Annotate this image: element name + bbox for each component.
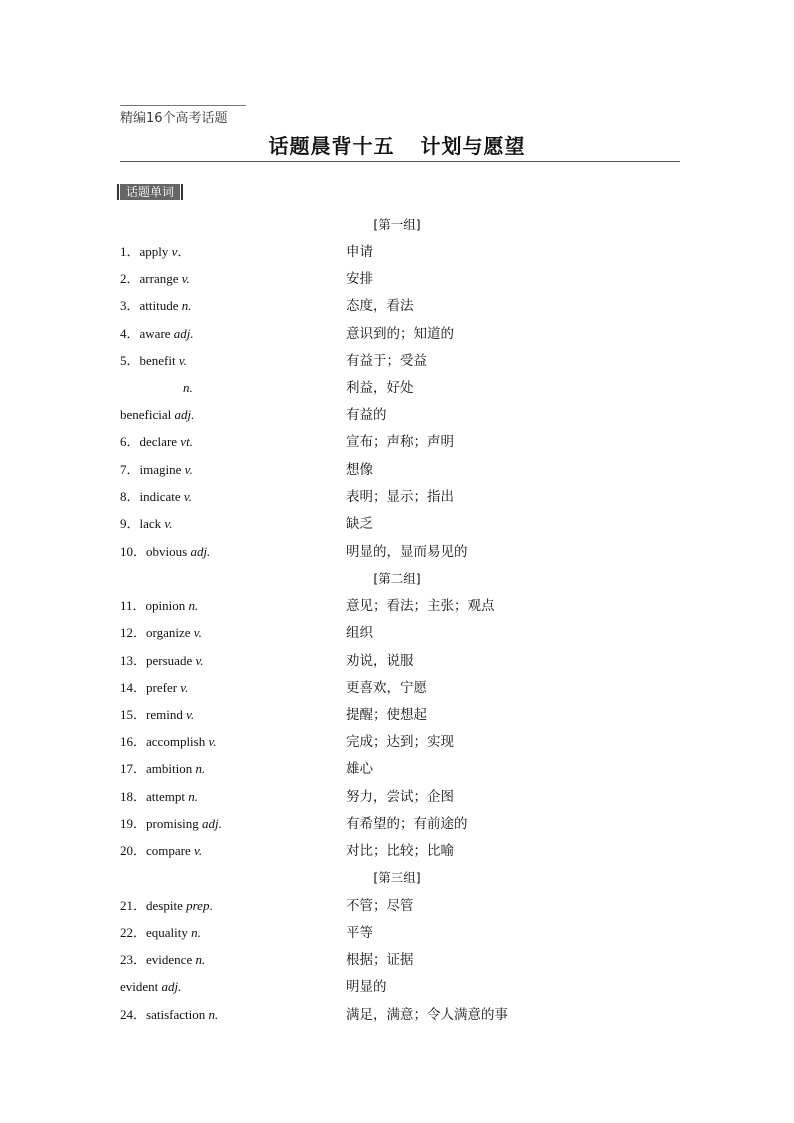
group-header-1: [第一组] — [373, 217, 421, 232]
part-of-speech: adj. — [173, 326, 194, 341]
part-of-speech: vt. — [180, 434, 193, 449]
english-term — [120, 242, 190, 262]
part-of-speech: n. — [195, 952, 206, 967]
english-term — [120, 923, 201, 943]
entry-number: 23． — [120, 952, 147, 967]
part-of-speech: v. — [181, 271, 190, 286]
entry-word: evident — [120, 979, 162, 994]
vocab-entry — [120, 324, 680, 344]
english-term — [120, 896, 213, 916]
entry-word: lack — [139, 516, 165, 531]
chinese-meaning: 更喜欢，宁愿 — [346, 680, 427, 696]
entry-number: 7． — [120, 462, 140, 477]
chinese-meaning: 对比；比较；比喻 — [346, 843, 454, 859]
part-of-speech: prep — [186, 898, 210, 913]
entry-word: compare — [146, 843, 195, 858]
vocab-entry — [120, 705, 680, 725]
english-term — [120, 841, 202, 861]
chinese-meaning: 想像 — [346, 462, 373, 478]
vocab-entry — [120, 432, 680, 452]
english-term — [120, 977, 181, 997]
section-badge: 话题单词 — [120, 184, 180, 200]
part-of-speech: v. — [195, 653, 204, 668]
english-term — [120, 542, 210, 562]
english-term — [120, 787, 198, 807]
part-of-speech: v. — [208, 734, 217, 749]
chinese-meaning: 有益的 — [346, 407, 387, 423]
entry-word: benefit — [139, 353, 179, 368]
vocab-entry — [120, 841, 680, 861]
topic-collection-tag: 精编16个高考话题 — [120, 105, 246, 126]
english-term — [120, 759, 205, 779]
entry-word: declare — [139, 434, 181, 449]
vocab-entry — [120, 923, 680, 943]
part-of-speech: n. — [195, 761, 206, 776]
english-term — [120, 651, 204, 671]
entry-number: 14． — [120, 680, 147, 695]
entry-number: 10． — [120, 544, 147, 559]
chinese-meaning: 宣布；声称；声明 — [346, 434, 454, 450]
vocab-entry — [120, 487, 680, 507]
entry-punctuation: . — [209, 898, 213, 913]
entry-word: attitude — [139, 298, 182, 313]
chinese-meaning: 明显的，显而易见的 — [346, 544, 468, 560]
vocab-entry — [120, 1005, 680, 1025]
chinese-meaning: 平等 — [346, 925, 373, 941]
title-part-1: 话题晨背十五 — [268, 134, 395, 158]
vocab-entry — [120, 732, 680, 752]
part-of-speech: v. — [186, 707, 195, 722]
english-term — [120, 269, 190, 289]
part-of-speech: v. — [194, 843, 203, 858]
entry-number: 13． — [120, 653, 147, 668]
chinese-meaning: 劝说，说服 — [346, 653, 414, 669]
group-header-2: [第二组] — [373, 571, 421, 586]
english-term — [183, 378, 193, 398]
part-of-speech: v. — [184, 462, 193, 477]
vocab-entry — [120, 542, 680, 562]
vocab-entry — [120, 378, 680, 398]
part-of-speech: adj. — [190, 544, 211, 559]
part-of-speech: v. — [183, 489, 192, 504]
vocab-entry — [120, 759, 680, 779]
entry-word: arrange — [139, 271, 182, 286]
group-header-3: [第三组] — [373, 870, 421, 885]
entry-number: 21． — [120, 898, 147, 913]
entry-word: beneficial — [120, 407, 175, 422]
part-of-speech: n. — [188, 598, 199, 613]
english-term — [120, 324, 194, 344]
entry-number: 19． — [120, 816, 147, 831]
entry-word: imagine — [139, 462, 185, 477]
chinese-meaning: 表明；显示；指出 — [346, 489, 454, 505]
entry-word: aware — [139, 326, 174, 341]
entry-word: apply — [139, 244, 172, 259]
entry-number: 2． — [120, 271, 140, 286]
chinese-meaning: 申请 — [346, 244, 373, 260]
english-term — [120, 623, 202, 643]
entry-word: equality — [146, 925, 192, 940]
english-term — [120, 405, 194, 425]
english-term — [120, 487, 192, 507]
entry-word: persuade — [146, 653, 196, 668]
part-of-speech: v — [171, 244, 178, 259]
english-term — [120, 296, 192, 316]
chinese-meaning: 缺乏 — [346, 516, 373, 532]
entry-number: 3． — [120, 298, 140, 313]
entry-number: 22． — [120, 925, 147, 940]
entry-number: 4． — [120, 326, 140, 341]
chinese-meaning: 提醒；使想起 — [346, 707, 427, 723]
english-term — [120, 732, 217, 752]
vocab-entry — [120, 814, 680, 834]
chinese-meaning: 有希望的；有前途的 — [346, 816, 468, 832]
entry-number: 5． — [120, 353, 140, 368]
vocab-entry — [120, 405, 680, 425]
vocab-entry — [120, 651, 680, 671]
entry-word: despite — [146, 898, 187, 913]
entry-number: 12． — [120, 625, 147, 640]
entry-word: accomplish — [146, 734, 209, 749]
chinese-meaning: 有益于；受益 — [346, 353, 427, 369]
entry-word: evidence — [146, 952, 196, 967]
page-title — [0, 130, 794, 159]
part-of-speech: adj. — [174, 407, 195, 422]
chinese-meaning: 利益，好处 — [346, 380, 414, 396]
part-of-speech: adj. — [202, 816, 222, 831]
vocab-entry — [120, 678, 680, 698]
english-term — [120, 705, 194, 725]
part-of-speech: v. — [193, 625, 202, 640]
english-term — [120, 432, 193, 452]
chinese-meaning: 安排 — [346, 271, 373, 287]
chinese-meaning: 组织 — [346, 625, 373, 641]
vocab-entry — [120, 950, 680, 970]
vocab-entry — [120, 977, 680, 997]
entry-number: 15． — [120, 707, 147, 722]
english-term — [120, 814, 222, 834]
vocab-entry — [120, 896, 680, 916]
chinese-meaning: 根据；证据 — [346, 952, 414, 968]
part-of-speech: adj. — [161, 979, 182, 994]
part-of-speech: v. — [178, 353, 187, 368]
english-term — [120, 596, 198, 616]
chinese-meaning: 不管；尽管 — [346, 898, 414, 914]
entry-number: 18． — [120, 789, 147, 804]
vocab-entry — [120, 514, 680, 534]
english-term — [120, 950, 205, 970]
vocab-entry — [120, 460, 680, 480]
entry-word: opinion — [145, 598, 189, 613]
english-term — [120, 678, 188, 698]
entry-word: indicate — [139, 489, 184, 504]
entry-word: promising — [146, 816, 202, 831]
entry-number: 9． — [120, 516, 140, 531]
vocab-entry — [120, 269, 680, 289]
vocab-entry — [120, 351, 680, 371]
entry-word: obvious — [146, 544, 191, 559]
chinese-meaning: 明显的 — [346, 979, 387, 995]
entry-number: 11． — [120, 598, 146, 613]
vocab-entry — [120, 242, 680, 262]
vocab-entry — [120, 596, 680, 616]
vocab-entry — [120, 787, 680, 807]
chinese-meaning: 意识到的；知道的 — [346, 326, 454, 342]
entry-number: 6． — [120, 434, 140, 449]
entry-number: 20． — [120, 843, 147, 858]
entry-punctuation: ． — [177, 244, 191, 259]
entry-word: ambition — [146, 761, 196, 776]
title-part-2: 计划与愿望 — [420, 134, 526, 158]
entry-number: 24． — [120, 1007, 147, 1022]
english-term — [120, 351, 187, 371]
part-of-speech: n. — [188, 789, 199, 804]
entry-number: 16． — [120, 734, 147, 749]
english-term — [120, 460, 193, 480]
part-of-speech: v. — [164, 516, 173, 531]
entry-word: satisfaction — [146, 1007, 209, 1022]
part-of-speech: n. — [183, 380, 193, 395]
vocab-entry — [120, 623, 680, 643]
vocab-entry — [120, 296, 680, 316]
entry-number: 17． — [120, 761, 147, 776]
english-term — [120, 514, 172, 534]
part-of-speech: n. — [191, 925, 201, 940]
chinese-meaning: 态度，看法 — [346, 298, 414, 314]
title-rule — [120, 161, 680, 162]
chinese-meaning: 意见；看法；主张；观点 — [346, 598, 495, 614]
entry-word: prefer — [146, 680, 181, 695]
chinese-meaning: 完成；达到；实现 — [346, 734, 454, 750]
entry-word: remind — [146, 707, 187, 722]
entry-word: organize — [146, 625, 194, 640]
entry-number: 1． — [120, 244, 140, 259]
chinese-meaning: 努力，尝试；企图 — [346, 789, 454, 805]
entry-number: 8． — [120, 489, 140, 504]
english-term — [120, 1005, 218, 1025]
part-of-speech: v. — [180, 680, 189, 695]
chinese-meaning: 雄心 — [346, 761, 373, 777]
part-of-speech: n. — [208, 1007, 219, 1022]
chinese-meaning: 满足，满意；令人满意的事 — [346, 1007, 508, 1023]
entry-word: attempt — [146, 789, 189, 804]
part-of-speech: n. — [181, 298, 192, 313]
